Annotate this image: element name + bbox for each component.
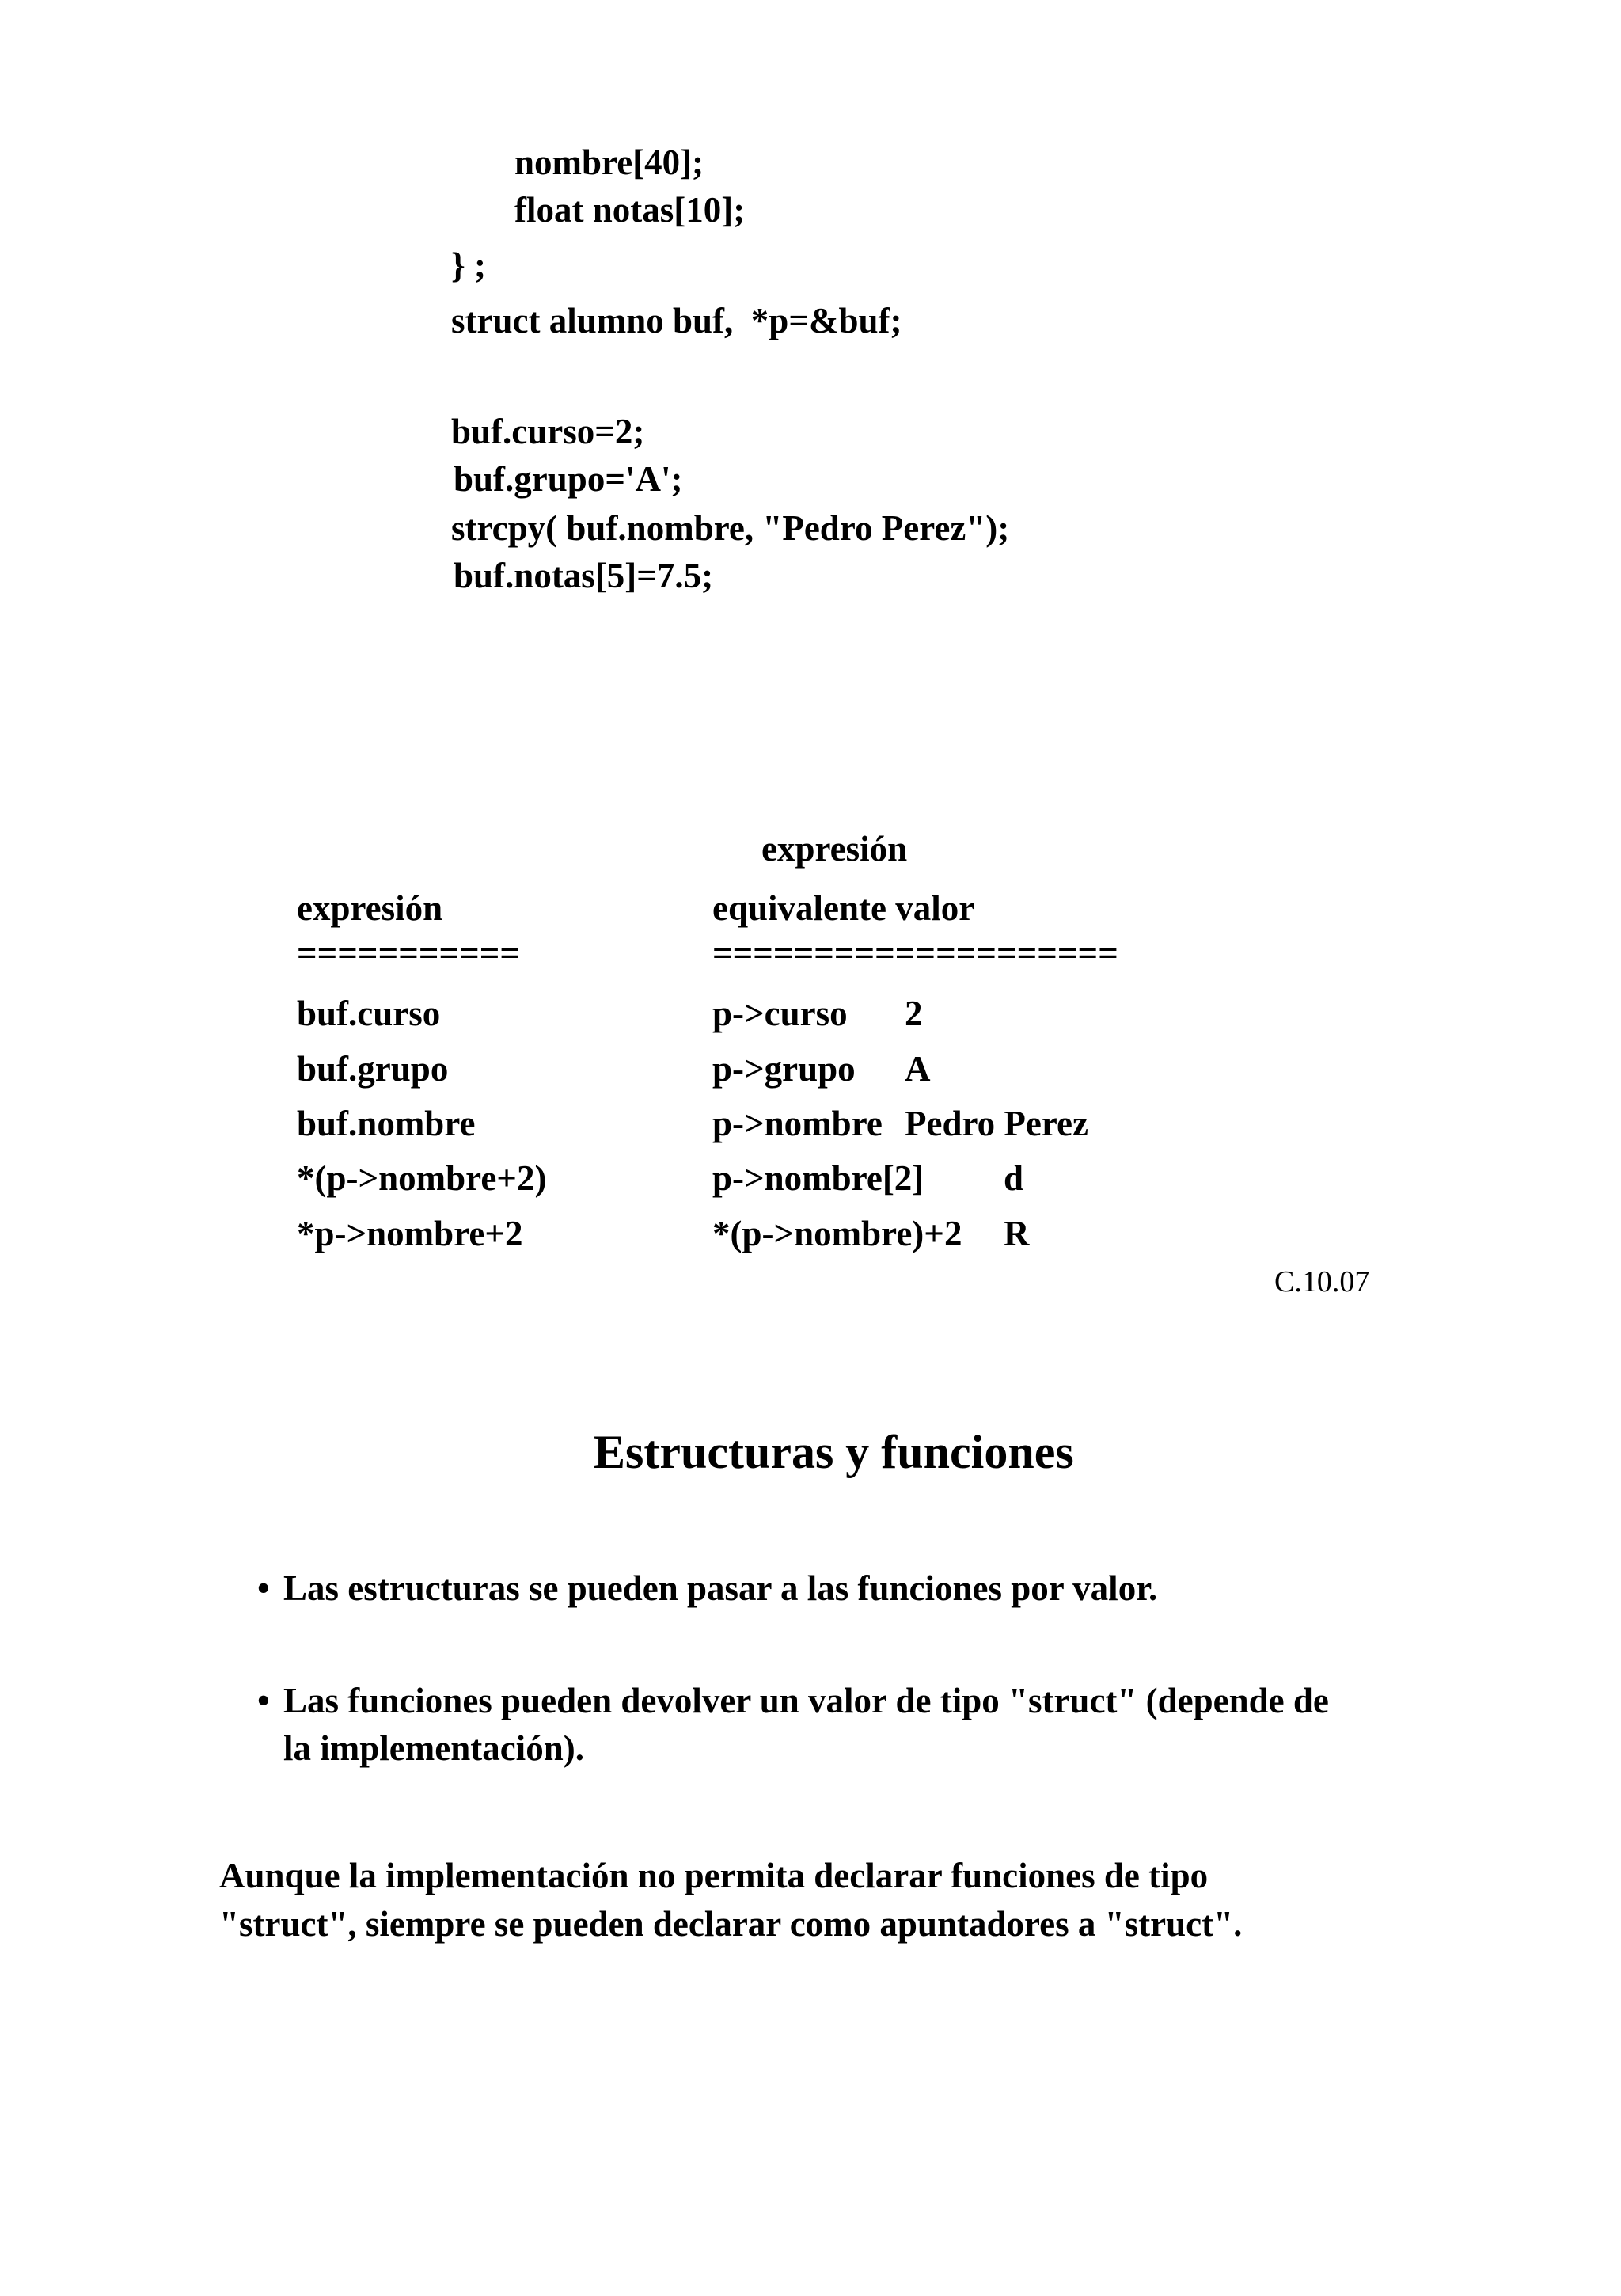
- table-cell-expr: buf.nombre: [297, 1104, 476, 1143]
- code-line-buf-notas: buf.notas[5]=7.5;: [454, 556, 714, 595]
- table-header-expression: expresión: [297, 888, 443, 928]
- table-cell-value: 2: [905, 994, 923, 1033]
- section-title: Estructuras y funciones: [594, 1426, 1074, 1478]
- table-header-top: expresión: [761, 829, 908, 869]
- table-rule-col2: ====================: [712, 933, 1118, 973]
- code-line-struct-close: } ;: [451, 245, 486, 285]
- code-line-buf-grupo: buf.grupo='A';: [454, 459, 683, 499]
- table-cell-expr: buf.curso: [297, 994, 441, 1033]
- bullet-text: Las estructuras se pueden pasar a las funciones por valor.: [283, 1568, 1158, 1608]
- bullet-text: Las funciones pueden devolver un valor de tipo "struct" (depende de: [283, 1681, 1329, 1720]
- table-cell-equiv: p->nombre[2]: [712, 1158, 924, 1198]
- table-cell-equiv: p->nombre: [712, 1104, 883, 1143]
- table-cell-equiv: p->curso: [712, 994, 848, 1033]
- bullet-icon: •: [257, 1681, 270, 1720]
- table-cell-value: d: [1004, 1158, 1024, 1198]
- table-cell-expr: buf.grupo: [297, 1049, 449, 1089]
- table-cell-expr: *(p->nombre+2): [297, 1158, 547, 1198]
- code-line-strcpy: strcpy( buf.nombre, "Pedro Perez");: [451, 508, 1010, 548]
- table-cell-value: A: [905, 1049, 931, 1089]
- paragraph-line: Aunque la implementación no permita declarar funciones de tipo: [219, 1856, 1209, 1895]
- slide-id: C.10.07: [1274, 1265, 1370, 1298]
- bullet-icon: •: [257, 1568, 270, 1608]
- table-cell-expr: *p->nombre+2: [297, 1214, 523, 1253]
- table-cell-value: Pedro Perez: [905, 1104, 1088, 1143]
- table-cell-equiv: *(p->nombre)+2: [712, 1214, 962, 1253]
- table-cell-equiv: p->grupo: [712, 1049, 856, 1089]
- table-cell-value: R: [1004, 1214, 1030, 1253]
- paragraph-line: "struct", siempre se pueden declarar como apuntadores a "struct".: [219, 1904, 1243, 1944]
- code-line-float-notas: float notas[10];: [514, 190, 746, 230]
- bullet-text-continuation: la implementación).: [283, 1728, 584, 1768]
- code-line-buf-curso: buf.curso=2;: [451, 412, 645, 451]
- table-rule-col1: ===========: [297, 933, 521, 973]
- code-line-struct-decl: struct alumno buf, *p=&buf;: [451, 301, 902, 340]
- table-header-equivalent-value: equivalente valor: [712, 888, 975, 928]
- code-line-nombre: nombre[40];: [514, 143, 704, 182]
